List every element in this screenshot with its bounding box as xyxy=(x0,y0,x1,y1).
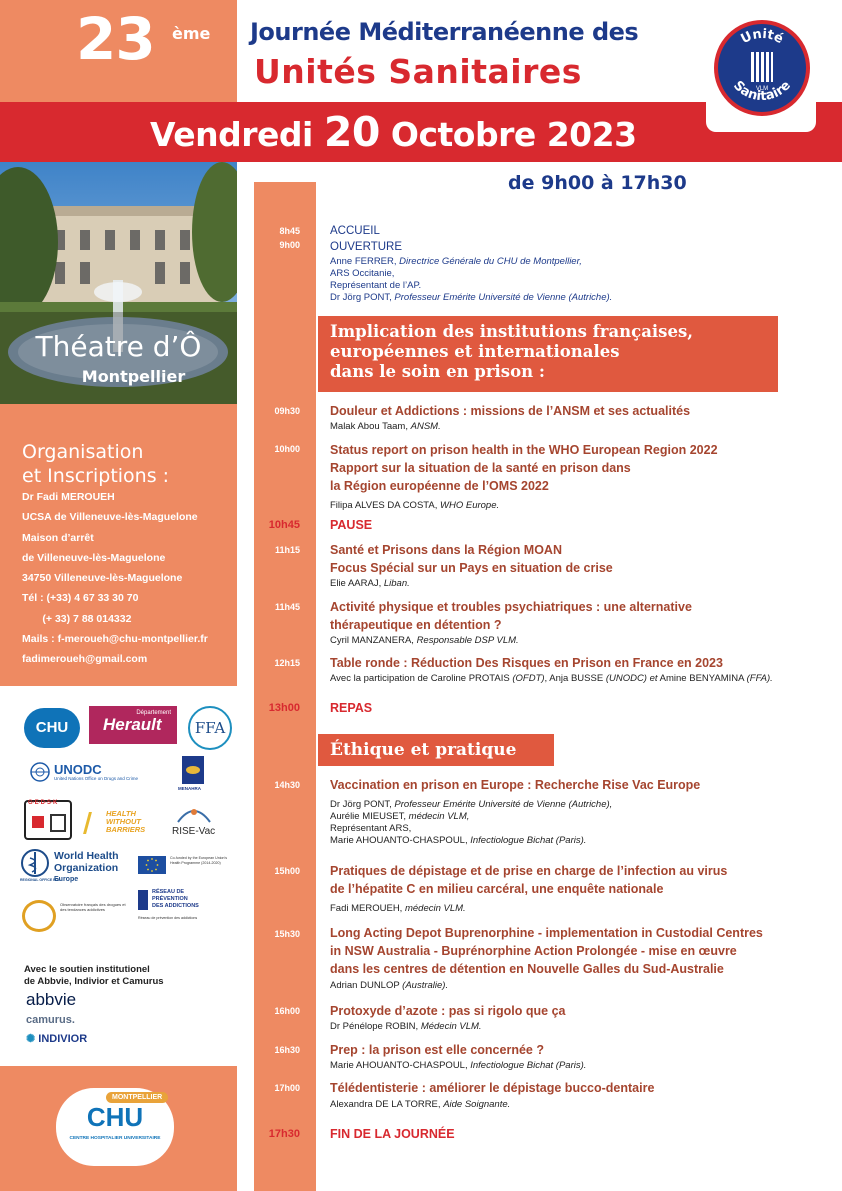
ofdt-text: Observatoire français des drogues et des tendances addictives xyxy=(60,902,126,912)
time-label: 10h45 xyxy=(268,519,300,531)
time-label: 09h30 xyxy=(274,406,300,416)
time-label: 10h00 xyxy=(274,444,300,454)
time-label: 11h15 xyxy=(274,545,300,555)
respadd-line1: RÉSEAU DE xyxy=(152,889,185,895)
session-title: Rapport sur la situation de la santé en prison dans xyxy=(330,461,631,475)
venue-city: Montpellier xyxy=(81,367,186,386)
organisation-line: de Villeneuve-lès-Maguelone xyxy=(22,551,166,564)
time-label: 8h45 xyxy=(279,226,300,236)
session-title: Pratiques de dépistage et de prise en charge de l’infection au virus xyxy=(330,864,728,878)
time-label: 13h00 xyxy=(268,702,300,714)
menahra-logo xyxy=(180,756,206,792)
time-label: 12h15 xyxy=(274,658,300,668)
ouverture-label: OUVERTURE xyxy=(330,241,402,253)
who-name-line2: Organization xyxy=(54,862,119,874)
organisation-phone: Tél : (+33) 4 67 33 30 70 xyxy=(22,592,139,605)
rise-vac-icon xyxy=(176,804,212,824)
organisation-email[interactable]: fadimeroueh@gmail.com xyxy=(22,653,148,666)
session-title: Activité physique et troubles psychiatriques : une alternative xyxy=(330,600,692,614)
herault-logo-name: Herault xyxy=(103,715,162,734)
end-of-day-label: FIN DE LA JOURNÉE xyxy=(330,1127,455,1141)
edition-number: 23 xyxy=(76,5,155,73)
chu-big-name: CHU xyxy=(86,1102,144,1132)
time-label: 15h00 xyxy=(274,866,300,876)
respadd-logo xyxy=(138,888,234,934)
session-speaker: Marie AHOUANTO-CHASPOUL, Infectiologue Bichat (Paris). xyxy=(330,835,587,846)
session-title: Douleur et Addictions : missions de l’ANSM et ses actualités xyxy=(330,404,691,418)
time-label: 14h30 xyxy=(274,780,300,790)
event-title-line2: Unités Sanitaires xyxy=(254,52,582,91)
abbvie-logo: abbvie xyxy=(26,990,77,1009)
eu-cofunded-logo xyxy=(138,856,234,878)
session-title: Focus Spécial sur un Pays en situation de crise xyxy=(330,561,613,575)
un-emblem-icon xyxy=(30,762,50,782)
organisation-line: 34750 Villeneuve-lès-Maguelone xyxy=(22,572,183,585)
organisation-line: UCSA de Villeneuve-lès-Maguelone xyxy=(22,511,198,524)
health-without-barriers-logo xyxy=(86,808,158,838)
unite-sanitaire-logo xyxy=(714,20,810,116)
session-title: thérapeutique en détention ? xyxy=(330,618,502,632)
session-speaker: Dr Jörg PONT, Professeur Emérite Université de Vienne (Autriche), xyxy=(330,799,613,810)
opening-speaker: ARS Occitanie, xyxy=(330,268,395,279)
session-speaker: Avec la participation de Caroline PROTAIS (OFDT), Anja BUSSE (UNODC) et Amine BENYAMINA (FFA). xyxy=(330,673,773,684)
rise-vac-logo xyxy=(172,804,222,840)
accueil-label: ACCUEIL xyxy=(330,225,380,237)
session-title: in NSW Australia - Buprénorphine Action Prolongée - mise en œuvre xyxy=(330,944,737,958)
session-speaker: Marie AHOUANTO-CHASPOUL, Infectiologue Bichat (Paris). xyxy=(330,1060,587,1071)
session-speaker: Cyril MANZANERA, Responsable DSP VLM. xyxy=(330,635,519,646)
organisation-phone: (+ 33) 7 88 014332 xyxy=(22,612,132,625)
venue-caption xyxy=(0,330,237,386)
who-emblem-icon xyxy=(20,848,50,878)
chu-logo: CHU xyxy=(24,708,80,748)
organisation-title-line1: Organisation xyxy=(22,441,144,463)
time-label: 16h30 xyxy=(274,1045,300,1055)
opening-speaker: Dr Jörg PONT, Professeur Emérite Université de Vienne (Autriche). xyxy=(330,292,613,303)
time-label: 16h00 xyxy=(274,1006,300,1016)
session-title: Table ronde : Réduction Des Risques en Prison en France en 2023 xyxy=(330,656,723,670)
organisation-title-line2: et Inscriptions : xyxy=(22,465,170,487)
gedsk-name: G·E·D·S·K xyxy=(28,800,58,806)
section-line: dans le soin en prison : xyxy=(330,362,545,381)
logo-vlm: VLM xyxy=(755,86,769,92)
respadd-subtitle: Réseau de prévention des addictions xyxy=(138,916,198,920)
event-title-line1: Journée Méditerranéenne des xyxy=(250,18,639,46)
institutional-support xyxy=(24,964,164,988)
herault-logo-top: Département xyxy=(136,710,171,716)
session-speaker: Fadi MEROUEH, médecin VLM. xyxy=(330,903,466,914)
logo-text-top: Unité xyxy=(738,26,786,48)
opening-speaker: Anne FERRER, Directrice Générale du CHU de Montpellier, xyxy=(330,256,582,267)
session-speaker: Alexandra DE LA TORRE, Aide Soignante. xyxy=(330,1099,511,1110)
time-label: 9h00 xyxy=(279,240,300,250)
organisation-contact xyxy=(22,487,208,670)
menahra-name: MENAHRA xyxy=(178,786,201,791)
session-title: Long Acting Depot Buprenorphine - implementation in Custodial Centres xyxy=(330,926,763,940)
session-speaker: Filipa ALVES DA COSTA, WHO Europe. xyxy=(330,500,500,511)
eu-flag-icon xyxy=(138,856,166,874)
date-day: 20 xyxy=(323,108,380,156)
time-label: 17h30 xyxy=(268,1128,300,1140)
session-title: Protoxyde d’azote : pas si rigolo que ça xyxy=(330,1004,566,1018)
indivior-name: INDIVIOR xyxy=(38,1033,88,1045)
logo-text-bottom: Sanitaire xyxy=(730,78,794,105)
section-institutions xyxy=(318,316,778,392)
session-title: dans les centres de détention en Nouvelle Galles du Sud-Australie xyxy=(330,962,724,976)
organisation-title xyxy=(22,440,169,488)
timeline-bar xyxy=(254,182,316,1191)
who-europe-logo xyxy=(20,846,120,886)
rise-vac-name: RISE-Vac xyxy=(172,826,216,837)
gedsk-logo xyxy=(24,800,72,840)
session-title: Vaccination en prison en Europe : Recherche Rise Vac Europe xyxy=(330,778,701,792)
who-name-line3: Europe xyxy=(54,876,79,883)
indivior-icon: ✺ xyxy=(26,1033,39,1045)
session-speaker: Elie AARAJ, Liban. xyxy=(330,578,410,589)
unodc-name: UNODC xyxy=(54,762,102,777)
time-label: 17h00 xyxy=(274,1083,300,1093)
section-line: européennes et internationales xyxy=(330,342,620,361)
respadd-line3: DES ADDICTIONS xyxy=(152,903,199,909)
indivior-logo xyxy=(26,1032,87,1045)
eu-cofunded-text: Co-funded by the European Union’s Health Programme (2014-2020) xyxy=(170,856,228,865)
camurus-logo: camurus. xyxy=(26,1014,75,1026)
session-speaker: Adrian DUNLOP (Australie). xyxy=(330,980,449,991)
time-label: 11h45 xyxy=(274,602,300,612)
session-title: Prep : la prison est elle concernée ? xyxy=(330,1043,544,1057)
support-line2: de Abbvie, Indivior et Camurus xyxy=(24,976,164,987)
session-speaker: Représentant ARS, xyxy=(330,823,412,834)
date-weekday: Vendredi xyxy=(150,115,313,154)
section-line: Éthique et pratique xyxy=(330,740,517,760)
edition-suffix: ème xyxy=(172,24,211,43)
date-month-year: Octobre 2023 xyxy=(390,115,637,154)
unite-sanitaire-emblem-icon xyxy=(718,24,806,112)
chu-montpellier-logo xyxy=(56,1088,174,1166)
ofdt-logo xyxy=(22,898,132,934)
session-speaker: Aurélie MIEUSET, médecin VLM, xyxy=(330,811,470,822)
hwb-name: HEALTH WITHOUT BARRIERS xyxy=(106,809,146,834)
pause-label: PAUSE xyxy=(330,518,373,532)
session-speaker: Malak Abou Taam, ANSM. xyxy=(330,421,441,432)
respadd-line2: PRÉVENTION xyxy=(152,896,188,902)
section-ethique xyxy=(318,734,554,766)
section-line: Implication des institutions françaises, xyxy=(330,322,693,341)
organisation-email[interactable]: Mails : f-meroueh@chu-montpellier.fr xyxy=(22,633,208,646)
unodc-logo xyxy=(30,762,160,786)
session-title: Status report on prison health in the WHO European Region 2022 xyxy=(330,443,718,457)
event-date xyxy=(150,108,637,156)
session-title: Télédentisterie : améliorer le dépistage bucco-dentaire xyxy=(330,1081,655,1095)
organisation-line: Maison d’arrêt xyxy=(22,531,94,544)
support-line1: Avec le soutien institutionel xyxy=(24,964,150,975)
time-label: 15h30 xyxy=(274,929,300,939)
who-regional: REGIONAL OFFICE FOR xyxy=(20,878,61,882)
herault-logo xyxy=(89,706,177,744)
organisation-line: Dr Fadi MEROUEH xyxy=(22,491,115,503)
session-title: de l’hépatite C en milieu carcéral, une enquête nationale xyxy=(330,882,664,896)
opening-speaker: Représentant de l’AP. xyxy=(330,280,422,291)
repas-label: REPAS xyxy=(330,701,373,715)
session-title: la Région européenne de l’OMS 2022 xyxy=(330,479,549,493)
venue-name: Théatre d’Ô xyxy=(35,330,202,363)
ffa-logo: FFA xyxy=(188,706,232,750)
event-hours: de 9h00 à 17h30 xyxy=(508,172,687,194)
chu-subtitle: CENTRE HOSPITALIER UNIVERSITAIRE xyxy=(69,1136,161,1141)
chu-city-tag: MONTPELLIER xyxy=(106,1092,168,1103)
session-speaker: Dr Pénélope ROBIN, Médecin VLM. xyxy=(330,1021,482,1032)
who-name-line1: World Health xyxy=(54,850,119,862)
unodc-subtitle: United Nations Office on Drugs and Crime xyxy=(54,776,138,781)
session-title: Santé et Prisons dans la Région MOAN xyxy=(330,543,562,557)
